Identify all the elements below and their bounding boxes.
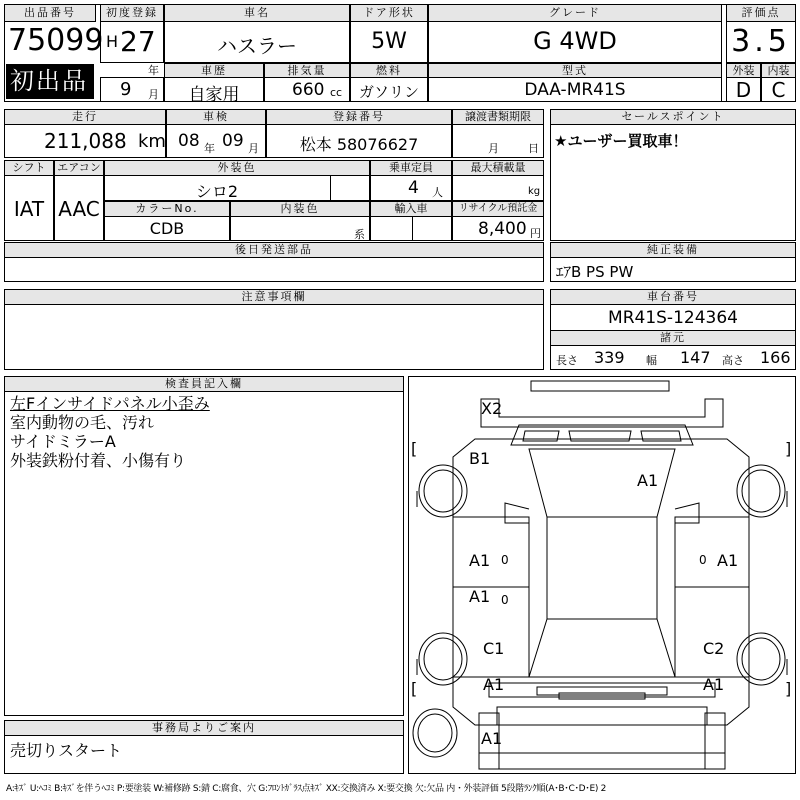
chassis-value: MR41S-124364 [608,308,738,328]
mileage-label: 走行 [4,109,166,125]
seats-unit: 人 [432,186,443,199]
notes-label: 注意事項欄 [4,289,544,305]
exterior-color-value: シロ2 [195,182,239,201]
lot-label: 出品番号 [4,4,96,22]
reg-month-unit: 月 [148,88,159,101]
displacement-label: 排気量 [264,63,350,78]
damage-b1: B1 [469,449,491,468]
inspection-month: 09 [222,131,244,151]
office-label: 事務局よりご案内 [4,720,404,736]
seats-value: 4 [408,178,419,198]
history-label: 車歴 [164,63,264,78]
import-divider [412,216,413,241]
mileage-unit: km [138,131,166,152]
length-value: 339 [594,348,625,367]
reg-label: 初度登録 [100,4,164,22]
marker-right-front-door: 0 [699,553,707,567]
later-parts-cell [4,257,544,282]
inspector-line-1: 左Fインサイドパネル小歪み [10,394,210,413]
marker-left-front-door: 0 [501,553,509,567]
reg-year: 27 [120,25,156,58]
recycle-value: 8,400 [478,219,527,239]
max-load-label: 最大積載量 [452,160,544,176]
width-value: 147 [680,348,711,367]
import-cell [370,216,452,241]
grade-label: グレード [428,4,722,22]
reg-era: H [106,32,119,51]
lot-number: 75099 [8,23,104,58]
grade-value: G 4WD [533,27,617,55]
equipment-value: ｴｱB PS PW [556,263,634,281]
inspection-label: 車検 [166,109,266,125]
exterior-color-label: 外装色 [104,160,370,176]
interior-color-label: 内装色 [230,201,370,217]
exterior-color-divider [330,175,331,201]
damage-a1-left-rear-door: A1 [469,587,491,606]
car-outline-icon [409,377,795,773]
marker-left-rear-door: 0 [501,593,509,607]
inspector-line-3: サイドミラーA [10,432,116,451]
width-label: 幅 [646,354,657,367]
color-no-value: CDB [149,219,185,238]
door-value: 5W [371,29,407,54]
inspection-year-unit: 年 [204,142,215,155]
plate-value: 松本 58076627 [299,135,419,154]
mileage-value: 211,088 [44,129,127,153]
inspector-label: 検査員記入欄 [4,376,404,392]
damage-a1-rear-bumper: A1 [481,729,503,748]
interior-grade: C [771,78,786,102]
car-name: ハスラー [217,34,297,58]
shift-label: シフト [4,160,54,176]
equipment-label: 純正装備 [550,242,796,258]
sales-point-text: ★ユーザー買取車！ [554,132,688,150]
inspection-year: 08 [178,131,200,151]
color-no-label: カラーNo. [104,201,230,217]
inspection-month-unit: 月 [248,142,259,155]
notes-cell [4,304,544,370]
interior-color-unit: 系 [354,228,365,241]
legend-text: A:ｷｽﾞ U:ﾍｺﾐ B:ｷｽﾞを伴うﾍｺﾐ P:要塗装 W:補修跡 S:錆 C:腐食、穴 G:ﾌﾛﾝﾄｶﾞﾗｽ点ｷｽﾞ XX:交換済み X:要交換 欠:欠品 内・外装評価 5段階ﾗﾝｸ順(A･B･C･D･E) 2 [6,784,607,794]
recycle-unit: 円 [530,227,541,240]
exterior-label: 外装 [726,63,761,78]
sales-point-label: セールスポイント [550,109,796,125]
car-damage-diagram [408,376,796,774]
door-label: ドア形状 [350,4,428,22]
later-parts-label: 後日発送部品 [4,242,544,258]
bracket-front-left: [ [411,439,418,458]
displacement-value: 660 [292,80,325,100]
bracket-rear-left: [ [411,679,418,698]
shift-value: IAT [13,197,45,221]
displacement-unit: cc [330,86,343,99]
bracket-front-right: ] [785,439,792,458]
damage-a1-left-quarter: A1 [483,675,505,694]
seats-label: 乗車定員 [370,160,452,176]
interior-label: 内装 [761,63,796,78]
transfer-month-unit: 月 [488,142,499,155]
fuel-label: 燃料 [350,63,428,78]
max-load-unit: kg [528,186,541,197]
model-value: DAA-MR41S [524,80,626,100]
specs-label: 諸元 [550,330,796,346]
model-label: 型式 [428,63,722,78]
plate-label: 登録番号 [266,109,452,125]
exterior-grade: D [735,78,752,102]
inspector-line-4: 外装鉄粉付着、小傷有り [10,451,187,470]
length-label: 長さ [556,354,578,367]
chassis-label: 車台番号 [550,289,796,305]
damage-c1: C1 [483,639,505,658]
height-value: 166 [760,348,791,367]
name-label: 車名 [164,4,350,22]
score-value: 3.5 [731,24,791,59]
import-label: 輸入車 [370,201,452,217]
damage-a1-right-front-door: A1 [717,551,739,570]
inspector-line-2: 室内動物の毛、汚れ [10,413,155,432]
height-label: 高さ [722,354,744,367]
transfer-day-unit: 日 [528,142,539,155]
bracket-rear-right: ] [785,679,792,698]
aircon-value: AAC [58,197,100,221]
score-label: 評価点 [726,4,796,22]
aircon-label: エアコン [54,160,104,176]
damage-x2: X2 [481,399,503,418]
history-value: 自家用 [188,85,240,105]
damage-a1-roof: A1 [637,471,659,490]
damage-a1-left-front-door: A1 [469,551,491,570]
reg-month: 9 [120,79,132,100]
damage-c2: C2 [703,639,725,658]
transfer-deadline-label: 譲渡書類期限 [452,109,544,125]
recycle-label: リサイクル預託金 [452,201,544,217]
office-text: 売切りスタート [10,741,123,760]
interior-color-cell [230,216,370,241]
first-listing-text: 初出品 [10,67,88,95]
damage-a1-right-quarter: A1 [703,675,725,694]
reg-year-unit: 年 [148,64,159,77]
fuel-value: ガソリン [358,83,419,101]
